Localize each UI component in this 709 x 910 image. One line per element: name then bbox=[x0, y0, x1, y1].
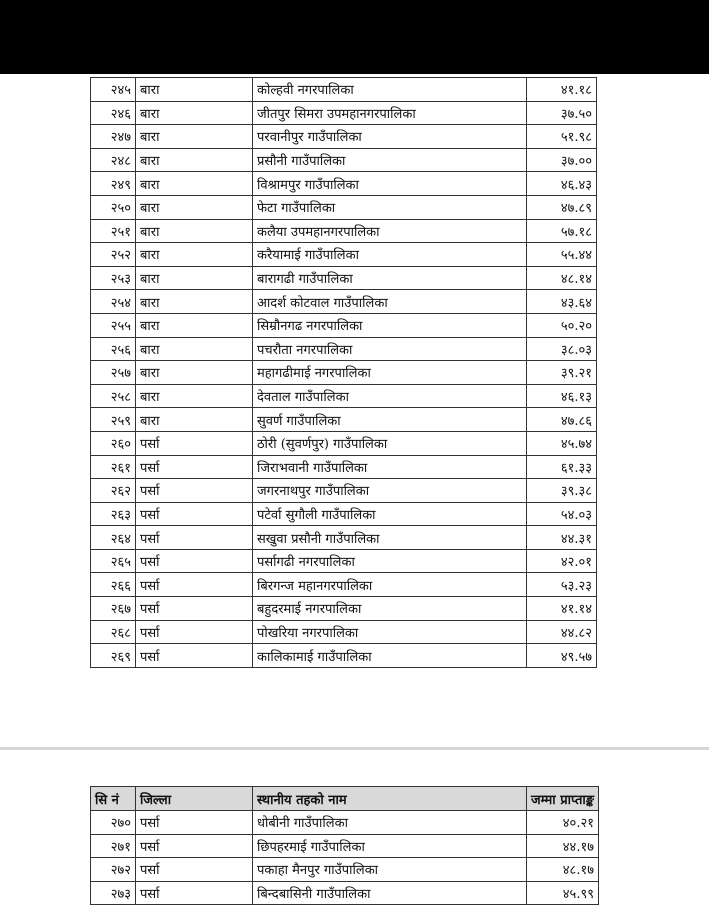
cell-serial-no: २६२ bbox=[91, 479, 136, 503]
header-district: जिल्ला bbox=[136, 787, 253, 811]
top-black-bar bbox=[0, 0, 709, 74]
table-header bbox=[91, 787, 599, 811]
cell-district: पर्सा bbox=[136, 549, 253, 573]
cell-serial-no: २५९ bbox=[91, 408, 136, 432]
cell-serial-no: २६४ bbox=[91, 526, 136, 550]
header-total-score: जम्मा प्राप्ताङ्क bbox=[527, 787, 599, 811]
cell-total-score: ३९.२१ bbox=[527, 361, 597, 385]
cell-local-level-name: बिरगन्ज महानगरपालिका bbox=[253, 573, 527, 597]
cell-local-level-name: देवताल गाउँपालिका bbox=[253, 384, 527, 408]
cell-total-score: ५७.१८ bbox=[527, 219, 597, 243]
table-row bbox=[91, 337, 597, 361]
cell-serial-no: २७२ bbox=[91, 858, 136, 882]
cell-local-level-name: पोखरिया नगरपालिका bbox=[253, 620, 527, 644]
cell-district: बारा bbox=[136, 78, 253, 102]
header-serial-no: सि नं bbox=[91, 787, 136, 811]
table-row bbox=[91, 479, 597, 503]
cell-district: बारा bbox=[136, 125, 253, 149]
cell-district: पर्सा bbox=[136, 644, 253, 668]
cell-total-score: ४४.१७ bbox=[527, 834, 599, 858]
cell-local-level-name: महागढीमाई नगरपालिका bbox=[253, 361, 527, 385]
cell-local-level-name: ठोरी (सुवर्णपुर) गाउँपालिका bbox=[253, 431, 527, 455]
cell-total-score: ४३.६४ bbox=[527, 290, 597, 314]
cell-local-level-name: बिन्दबासिनी गाउँपालिका bbox=[253, 881, 527, 905]
cell-total-score: ४८.१४ bbox=[527, 266, 597, 290]
cell-serial-no: २५७ bbox=[91, 361, 136, 385]
cell-serial-no: २५८ bbox=[91, 384, 136, 408]
cell-district: पर्सा bbox=[136, 620, 253, 644]
header-local-level-name: स्थानीय तहको नाम bbox=[253, 787, 527, 811]
cell-serial-no: २५१ bbox=[91, 219, 136, 243]
cell-serial-no: २५४ bbox=[91, 290, 136, 314]
cell-district: बारा bbox=[136, 243, 253, 267]
cell-local-level-name: जिराभवानी गाउँपालिका bbox=[253, 455, 527, 479]
municipality-scores-table-continued bbox=[90, 786, 599, 905]
cell-total-score: ४१.१८ bbox=[527, 78, 597, 102]
table-row bbox=[91, 597, 597, 621]
table-row bbox=[91, 148, 597, 172]
cell-total-score: ५३.२३ bbox=[527, 573, 597, 597]
cell-total-score: ३९.३८ bbox=[527, 479, 597, 503]
cell-local-level-name: पटेर्वा सुगौली गाउँपालिका bbox=[253, 502, 527, 526]
cell-serial-no: २६७ bbox=[91, 597, 136, 621]
table-row bbox=[91, 78, 597, 102]
cell-district: पर्सा bbox=[136, 573, 253, 597]
cell-district: बारा bbox=[136, 384, 253, 408]
cell-local-level-name: परवानीपुर गाउँपालिका bbox=[253, 125, 527, 149]
cell-total-score: ३७.०० bbox=[527, 148, 597, 172]
cell-district: बारा bbox=[136, 266, 253, 290]
cell-total-score: ४५.७४ bbox=[527, 431, 597, 455]
cell-total-score: ३७.५० bbox=[527, 101, 597, 125]
table-row bbox=[91, 620, 597, 644]
cell-district: पर्सा bbox=[136, 881, 253, 905]
cell-total-score: ४७.८९ bbox=[527, 195, 597, 219]
cell-total-score: ५१.९८ bbox=[527, 125, 597, 149]
cell-serial-no: २५२ bbox=[91, 243, 136, 267]
cell-district: बारा bbox=[136, 313, 253, 337]
cell-local-level-name: छिपहरमाई गाउँपालिका bbox=[253, 834, 527, 858]
cell-district: पर्सा bbox=[136, 502, 253, 526]
cell-serial-no: २४६ bbox=[91, 101, 136, 125]
cell-total-score: ४६.१३ bbox=[527, 384, 597, 408]
cell-total-score: ४४.३१ bbox=[527, 526, 597, 550]
cell-serial-no: २५३ bbox=[91, 266, 136, 290]
cell-total-score: ५४.०३ bbox=[527, 502, 597, 526]
cell-district: बारा bbox=[136, 101, 253, 125]
cell-total-score: ४६.४३ bbox=[527, 172, 597, 196]
cell-total-score: ५५.४४ bbox=[527, 243, 597, 267]
cell-local-level-name: बहुदरमाई नगरपालिका bbox=[253, 597, 527, 621]
cell-serial-no: २७३ bbox=[91, 881, 136, 905]
cell-total-score: ४४.८२ bbox=[527, 620, 597, 644]
table-row bbox=[91, 172, 597, 196]
cell-local-level-name: बारागढी गाउँपालिका bbox=[253, 266, 527, 290]
cell-local-level-name: जीतपुर सिमरा उपमहानगरपालिका bbox=[253, 101, 527, 125]
cell-district: पर्सा bbox=[136, 597, 253, 621]
table-row bbox=[91, 526, 597, 550]
cell-local-level-name: जगरनाथपुर गाउँपालिका bbox=[253, 479, 527, 503]
cell-local-level-name: फेटा गाउँपालिका bbox=[253, 195, 527, 219]
table-body bbox=[91, 78, 597, 668]
cell-total-score: ४७.८६ bbox=[527, 408, 597, 432]
cell-district: पर्सा bbox=[136, 455, 253, 479]
cell-local-level-name: कोल्हवी नगरपालिका bbox=[253, 78, 527, 102]
cell-local-level-name: विश्रामपुर गाउँपालिका bbox=[253, 172, 527, 196]
page-separator bbox=[0, 747, 709, 750]
cell-serial-no: २४५ bbox=[91, 78, 136, 102]
cell-district: बारा bbox=[136, 195, 253, 219]
cell-local-level-name: करैयामाई गाउँपालिका bbox=[253, 243, 527, 267]
cell-total-score: ४२.०१ bbox=[527, 549, 597, 573]
cell-total-score: ४०.२१ bbox=[527, 811, 599, 835]
cell-district: पर्सा bbox=[136, 834, 253, 858]
cell-total-score: ३८.०३ bbox=[527, 337, 597, 361]
table-row bbox=[91, 384, 597, 408]
table-row bbox=[91, 125, 597, 149]
cell-local-level-name: प्रसौनी गाउँपालिका bbox=[253, 148, 527, 172]
cell-district: बारा bbox=[136, 361, 253, 385]
cell-district: पर्सा bbox=[136, 526, 253, 550]
table-row bbox=[91, 573, 597, 597]
table-row bbox=[91, 502, 597, 526]
table-row bbox=[91, 219, 597, 243]
cell-total-score: ४८.१७ bbox=[527, 858, 599, 882]
cell-total-score: ५०.२० bbox=[527, 313, 597, 337]
table-row bbox=[91, 834, 599, 858]
table-row bbox=[91, 290, 597, 314]
cell-serial-no: २५६ bbox=[91, 337, 136, 361]
cell-total-score: ४५.९९ bbox=[527, 881, 599, 905]
cell-district: पर्सा bbox=[136, 858, 253, 882]
cell-district: पर्सा bbox=[136, 479, 253, 503]
cell-serial-no: २५५ bbox=[91, 313, 136, 337]
cell-serial-no: २४७ bbox=[91, 125, 136, 149]
table-row bbox=[91, 243, 597, 267]
table-row bbox=[91, 101, 597, 125]
cell-serial-no: २६० bbox=[91, 431, 136, 455]
table-row bbox=[91, 881, 599, 905]
table-row bbox=[91, 549, 597, 573]
table-row bbox=[91, 195, 597, 219]
cell-district: पर्सा bbox=[136, 431, 253, 455]
cell-serial-no: २५० bbox=[91, 195, 136, 219]
table-row bbox=[91, 361, 597, 385]
cell-local-level-name: पर्सागढी नगरपालिका bbox=[253, 549, 527, 573]
cell-serial-no: २६६ bbox=[91, 573, 136, 597]
cell-district: बारा bbox=[136, 148, 253, 172]
cell-district: बारा bbox=[136, 290, 253, 314]
table-body bbox=[91, 811, 599, 905]
cell-serial-no: २६८ bbox=[91, 620, 136, 644]
header-row bbox=[91, 787, 599, 811]
cell-serial-no: २७० bbox=[91, 811, 136, 835]
cell-local-level-name: पकाहा मैनपुर गाउँपालिका bbox=[253, 858, 527, 882]
cell-serial-no: २६५ bbox=[91, 549, 136, 573]
table-row bbox=[91, 455, 597, 479]
table-row bbox=[91, 266, 597, 290]
table-row bbox=[91, 408, 597, 432]
cell-local-level-name: कलैया उपमहानगरपालिका bbox=[253, 219, 527, 243]
cell-total-score: ६१.३३ bbox=[527, 455, 597, 479]
cell-district: बारा bbox=[136, 337, 253, 361]
table-row bbox=[91, 858, 599, 882]
cell-district: पर्सा bbox=[136, 811, 253, 835]
cell-district: बारा bbox=[136, 219, 253, 243]
cell-district: बारा bbox=[136, 408, 253, 432]
cell-local-level-name: सिम्रौनगढ नगरपालिका bbox=[253, 313, 527, 337]
cell-serial-no: २६९ bbox=[91, 644, 136, 668]
cell-total-score: ४१.१४ bbox=[527, 597, 597, 621]
table-row bbox=[91, 811, 599, 835]
municipality-scores-table bbox=[90, 77, 597, 668]
cell-total-score: ४९.५७ bbox=[527, 644, 597, 668]
cell-serial-no: २६१ bbox=[91, 455, 136, 479]
cell-serial-no: २४८ bbox=[91, 148, 136, 172]
cell-local-level-name: आदर्श कोटवाल गाउँपालिका bbox=[253, 290, 527, 314]
cell-local-level-name: सुवर्ण गाउँपालिका bbox=[253, 408, 527, 432]
cell-local-level-name: सखुवा प्रसौनी गाउँपालिका bbox=[253, 526, 527, 550]
cell-local-level-name: पचरौता नगरपालिका bbox=[253, 337, 527, 361]
cell-local-level-name: कालिकामाई गाउँपालिका bbox=[253, 644, 527, 668]
table-row bbox=[91, 313, 597, 337]
cell-serial-no: २६३ bbox=[91, 502, 136, 526]
cell-district: बारा bbox=[136, 172, 253, 196]
cell-serial-no: २७१ bbox=[91, 834, 136, 858]
table-row bbox=[91, 644, 597, 668]
table-row bbox=[91, 431, 597, 455]
cell-local-level-name: धोबीनी गाउँपालिका bbox=[253, 811, 527, 835]
cell-serial-no: २४९ bbox=[91, 172, 136, 196]
